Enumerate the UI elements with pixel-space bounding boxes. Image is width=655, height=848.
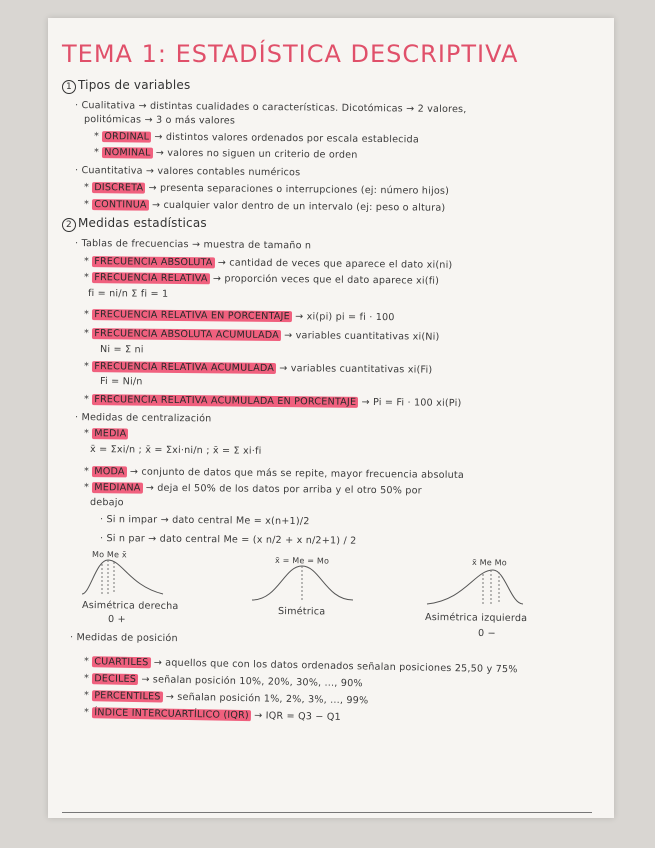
cuartiles-line: * CUARTILES → aquellos que con los datos ordenados señalan posiciones 25,50 y 75% [83, 656, 518, 676]
highlight: ORDINAL [104, 131, 150, 143]
curve-3-sign: 0 − [477, 628, 496, 640]
line-text: → señalan posición 10%, 20%, 30%, ..., 90% [141, 674, 363, 690]
highlight: MODA [94, 466, 125, 478]
cualitativa-line-2: politómicas → 3 o más valores [83, 114, 236, 127]
moda-line: * MODA → conjunto de datos que más se repite, mayor frecuencia absoluta [83, 466, 464, 481]
curve-1-sign: 0 + [107, 614, 126, 626]
deciles-line: * DECILES → señalan posición 10%, 20%, 30%, ..., 90% [83, 673, 363, 690]
fra-formula: Fi = Ni/n [99, 376, 143, 388]
curve-2-label: Simétrica [277, 606, 326, 618]
par-line: · Si n par → dato central Me = (x n/2 + x n/2+1) / 2 [99, 533, 357, 547]
line-text: → variables cuantitativas xi(Fi) [279, 363, 433, 376]
line-text: → variables cuantitativas xi(Ni) [284, 330, 440, 343]
line-text: → señalan posición 1%, 2%, 3%, ..., 99% [165, 691, 369, 707]
line-text: → cualquier valor dentro de un intervalo (ej: peso o altura) [151, 199, 446, 214]
mediana-line-2: debajo [89, 497, 124, 509]
highlight: CUARTILES [94, 656, 149, 669]
highlight: DECILES [94, 673, 137, 685]
section-number: 1 [62, 80, 76, 94]
asymmetric-left-curve [425, 566, 525, 608]
line-text: → xi(pi) pi = fi · 100 [295, 311, 395, 324]
highlight: PERCENTILES [94, 690, 161, 703]
continua-line: * CONTINUA → cualquier valor dentro de un intervalo (ej: peso o altura) [83, 199, 446, 214]
curve-1-top-label: Mo Me x̄ [91, 550, 127, 560]
curve-2-top-label: x̄ = Me = Mo [274, 556, 330, 566]
line-text: → proporción veces que el dato aparece xi(fi) [212, 273, 440, 287]
section-2-heading [62, 216, 207, 232]
mediana-line: * MEDIANA → deja el 50% de los datos por arriba y el otro 50% por [83, 482, 422, 497]
line-text: → cantidad de veces que aparece el dato xi(ni) [217, 257, 453, 271]
centralizacion-line: · Medidas de centralización [74, 412, 212, 425]
page-title: TEMA 1: ESTADÍSTICA DESCRIPTIVA [62, 40, 519, 68]
discreta-line: * DISCRETA → presenta separaciones o interrupciones (ej: número hijos) [83, 182, 450, 197]
faa-line: * FRECUENCIA ABSOLUTA ACUMULADA → variables cuantitativas xi(Ni) [83, 328, 440, 343]
fa-line: * FRECUENCIA ABSOLUTA → cantidad de veces que aparece el dato xi(ni) [83, 256, 453, 271]
line-text: → presenta separaciones o interrupciones (ej: número hijos) [148, 182, 450, 197]
curve-3-label: Asimétrica izquierda [424, 612, 528, 625]
cualitativa-line: · Cualitativa → distintas cualidades o características. Dicotómicas → 2 valores, [74, 100, 467, 116]
media-line: * MEDIA [83, 428, 127, 440]
cuantitativa-line: · Cuantitativa → valores contables numéricos [74, 165, 301, 179]
impar-line: · Si n impar → dato central Me = x(n+1)/2 [99, 514, 310, 528]
percentiles-line: * PERCENTILES → señalan posición 1%, 2%, 3%, ..., 99% [83, 690, 369, 707]
section-number: 2 [62, 218, 76, 232]
highlight: ÍNDICE INTERCUARTÍLICO (IQR) [94, 707, 250, 722]
page-bottom-rule [62, 812, 592, 813]
highlight: FRECUENCIA RELATIVA [94, 272, 208, 285]
highlight: DISCRETA [94, 182, 144, 194]
asymmetric-right-curve [80, 556, 165, 598]
line-text: → deja el 50% de los datos por arriba y el otro 50% por [145, 482, 422, 497]
line-text: → conjunto de datos que más se repite, mayor frecuencia absoluta [129, 466, 464, 481]
section-title: Medidas estadísticas [78, 216, 207, 230]
frp-line: * FRECUENCIA RELATIVA EN PORCENTAJE → xi(pi) pi = fi · 100 [83, 309, 395, 324]
nominal-line: * NOMINAL → valores no siguen un criterio de orden [93, 147, 358, 161]
line-text: → Pi = Fi · 100 xi(Pi) [361, 396, 462, 409]
fr-formula: fi = ni/n Σ fi = 1 [87, 288, 169, 300]
highlight: FRECUENCIA ABSOLUTA [94, 256, 213, 269]
iqr-line: * ÍNDICE INTERCUARTÍLICO (IQR) → IQR = Q3 − Q1 [83, 707, 341, 723]
highlight: NOMINAL [104, 147, 151, 159]
section-title: Tipos de variables [78, 78, 191, 92]
highlight: FRECUENCIA RELATIVA ACUMULADA [94, 361, 275, 374]
tablas-line: · Tablas de frecuencias → muestra de tamaño n [74, 238, 312, 252]
curve-1-label: Asimétrica derecha [81, 600, 179, 613]
highlight: FRECUENCIA RELATIVA ACUMULADA EN PORCENTAJE [94, 394, 357, 408]
posicion-line: · Medidas de posición [69, 632, 178, 645]
symmetric-curve [250, 562, 355, 604]
ordinal-line: * ORDINAL → distintos valores ordenados por escala establecida [93, 131, 419, 146]
highlight: MEDIANA [94, 482, 141, 494]
line-text: → distintos valores ordenados por escala establecida [154, 131, 419, 146]
media-formula: x̄ = Σxi/n ; x̄ = Σxi·ni/n ; x̄ = Σ xi·fi [89, 444, 262, 457]
highlight: FRECUENCIA ABSOLUTA ACUMULADA [94, 328, 280, 342]
highlight: CONTINUA [94, 199, 147, 211]
fra-line: * FRECUENCIA RELATIVA ACUMULADA → variables cuantitativas xi(Fi) [83, 361, 433, 376]
highlight: MEDIA [94, 428, 127, 440]
faa-formula: Ni = Σ ni [99, 344, 144, 356]
line-text: → aquellos que con los datos ordenados señalan posiciones 25,50 y 75% [153, 657, 518, 676]
curve-3-top-label: x̄ Me Mo [471, 558, 507, 568]
section-1-heading [62, 78, 190, 94]
frap-line: * FRECUENCIA RELATIVA ACUMULADA EN PORCENTAJE → Pi = Fi · 100 xi(Pi) [83, 394, 462, 409]
fr-line: * FRECUENCIA RELATIVA → proporción veces que el dato aparece xi(fi) [83, 272, 440, 287]
line-text: → IQR = Q3 − Q1 [254, 710, 341, 723]
line-text: → valores no siguen un criterio de orden [155, 147, 358, 161]
highlight: FRECUENCIA RELATIVA EN PORCENTAJE [94, 309, 290, 323]
